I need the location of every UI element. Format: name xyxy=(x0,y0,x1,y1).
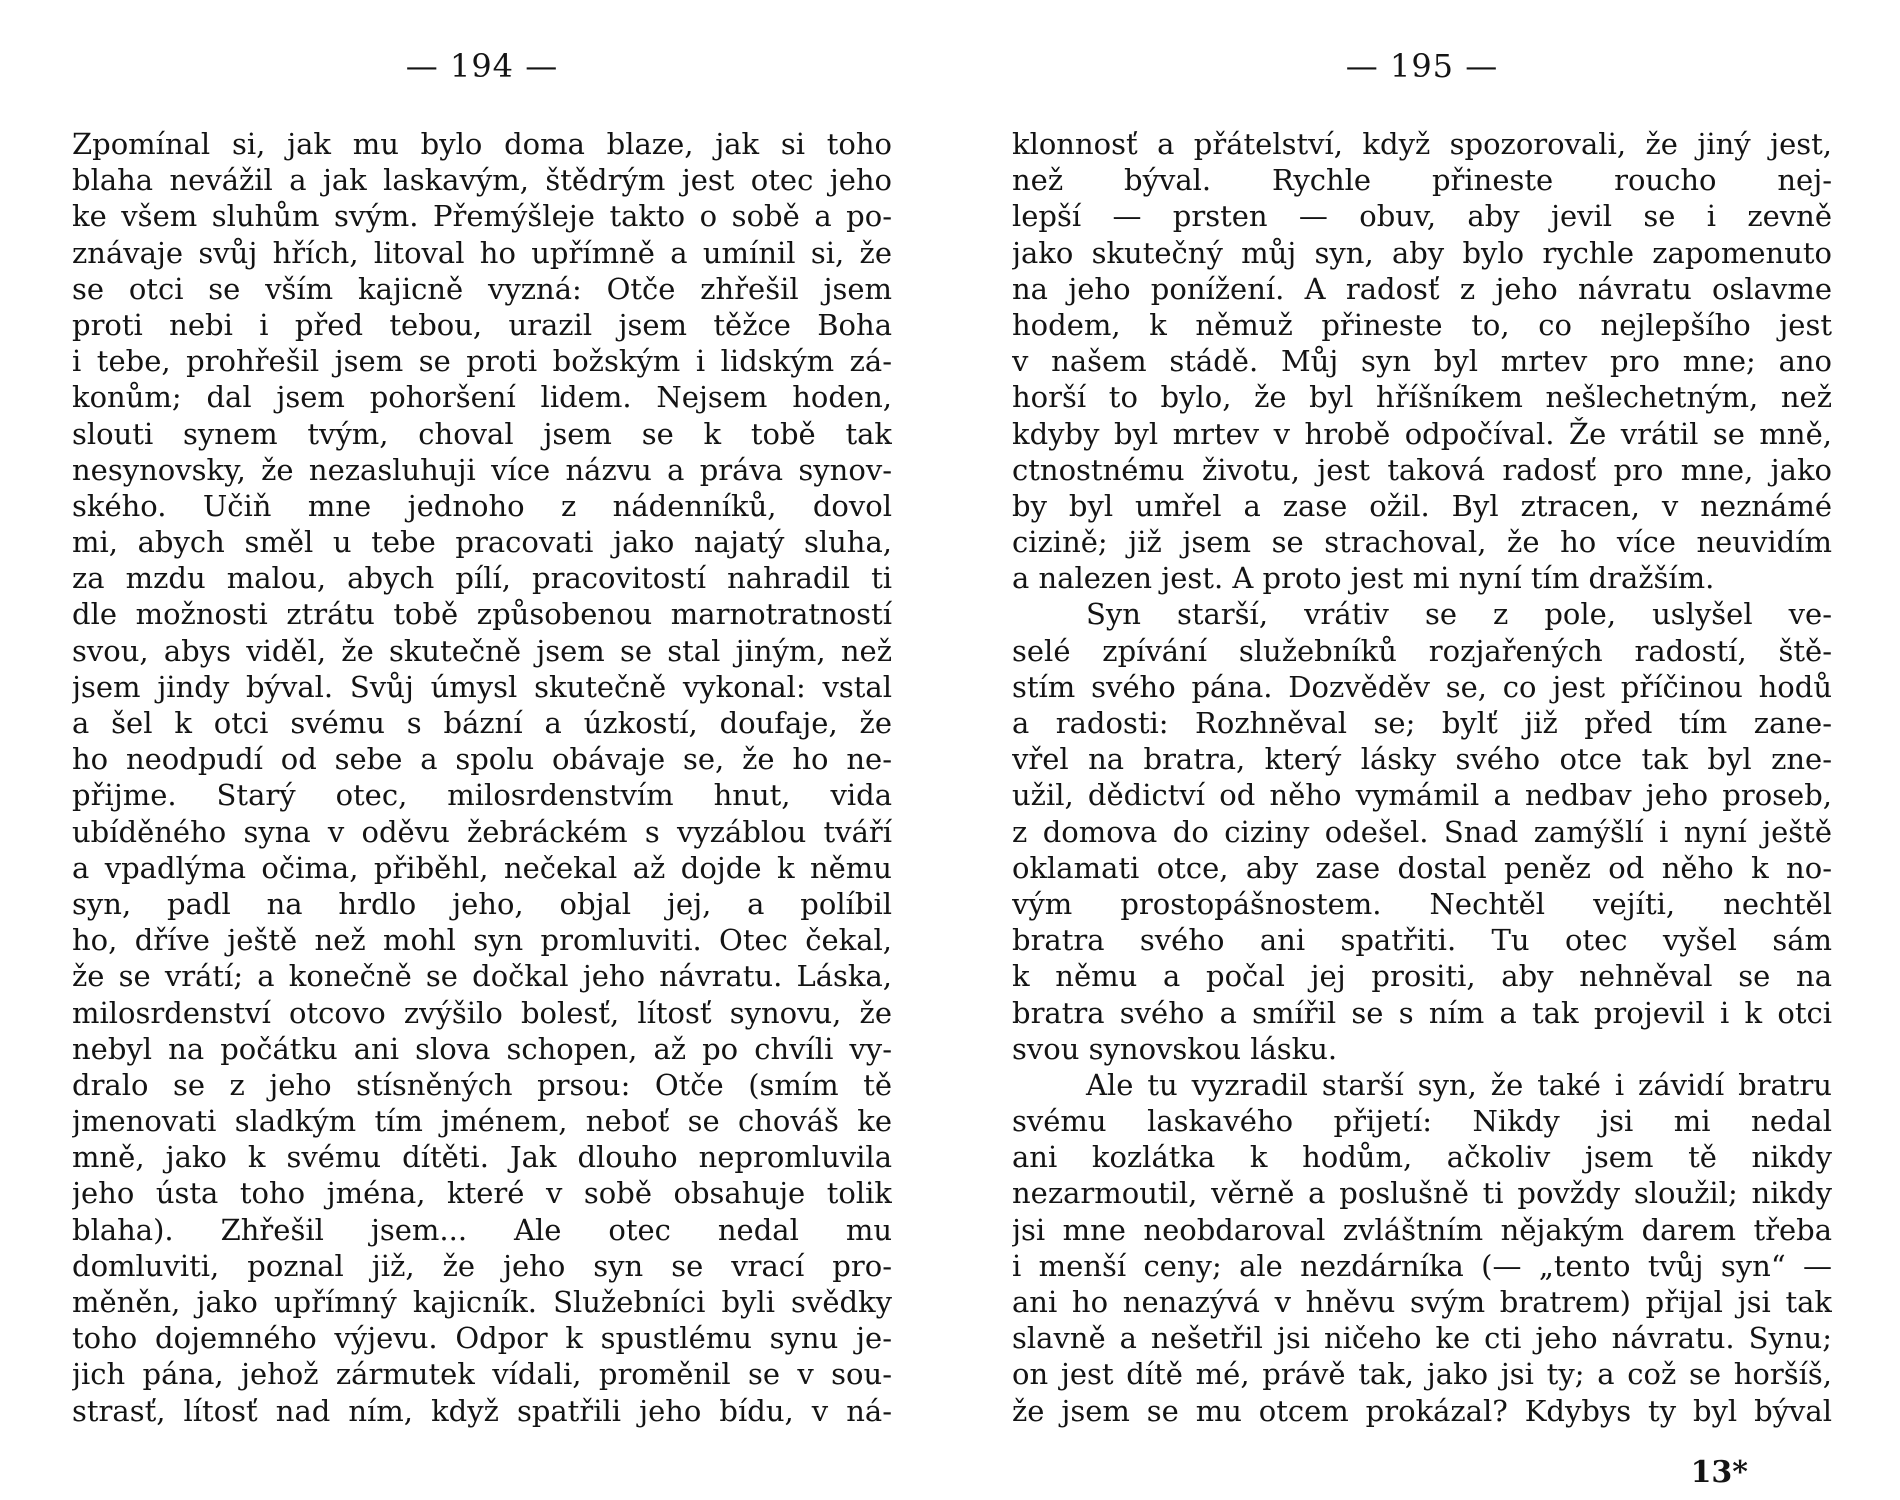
text-line: bratra svého ani spatřiti. Tu otec vyšel sám xyxy=(1012,923,1832,958)
text-line: i menší ceny; ale nezdárníka (— „tento tvůj syn“ — xyxy=(1012,1248,1832,1283)
text-line: a nalezen jest. A proto jest mi nyní tím dražším. xyxy=(1012,561,1715,596)
text-line: ského. Učiň mne jednoho z nádenníků, dovol xyxy=(72,488,892,523)
text-line: a radosti: Rozhněval se; bylť již před tím zane- xyxy=(1012,706,1832,740)
text-line: jsi mne neobdaroval zvláštním nějakým darem třeba xyxy=(1012,1212,1832,1247)
text-line: by byl umřel a zase ožil. Byl ztracen, v neznámé xyxy=(1012,488,1832,523)
text-line: toho dojemného výjevu. Odpor k spustlému synu je- xyxy=(72,1321,892,1356)
text-line: Ale tu vyzradil starší syn, že také i závidí bratru xyxy=(1086,1067,1832,1102)
left-page xyxy=(72,0,892,1500)
text-line: dle možnosti ztrátu tobě způsobenou marnotratností xyxy=(72,597,892,632)
text-line: i tebe, prohřešil jsem se proti božským i lidským zá- xyxy=(72,344,892,379)
text-line: a vpadlýma očima, přiběhl, nečekal až dojde k němu xyxy=(72,850,892,885)
text-line: strasť, lítosť nad ním, když spatřili jeho bídu, v ná- xyxy=(72,1393,892,1428)
text-line: svou synovskou lásku. xyxy=(1012,1031,1338,1066)
text-line: syn, padl na hrdlo jeho, objal jej, a políbil xyxy=(72,886,892,921)
text-line: ani ho nenazývá v hněvu svým bratrem) přijal jsi tak xyxy=(1012,1285,1832,1319)
text-line: lepší — prsten — obuv, aby jevil se i zevně xyxy=(1012,199,1832,234)
text-line: blaha nevážil a jak laskavým, štědrým jest otec jeho xyxy=(72,163,892,198)
text-line: ani kozlátka k hodům, ačkoliv jsem tě nikdy xyxy=(1012,1140,1832,1175)
text-line: a šel k otci svému s bázní a úzkostí, doufaje, že xyxy=(72,706,892,740)
text-line: horší to bylo, že byl hříšníkem nešlechetným, než xyxy=(1012,380,1832,415)
text-line: ke všem sluhům svým. Přemýšleje takto o sobě a po- xyxy=(72,199,892,234)
text-line: konům; dal jsem pohoršení lidem. Nejsem hoden, xyxy=(72,380,892,415)
text-line: selé zpívání služebníků rozjařených radostí, ště- xyxy=(1012,633,1832,668)
text-line: mně, jako k svému dítěti. Jak dlouho nepromluvila xyxy=(72,1140,892,1175)
text-line: on jest dítě mé, právě tak, jako jsi ty; a což se horšíš, xyxy=(1012,1357,1832,1392)
text-line: užil, dědictví od něho vymámil a nedbav jeho proseb, xyxy=(1012,778,1832,813)
right-page xyxy=(1012,0,1832,1500)
text-line: za mzdu malou, abych pílí, pracovitostí nahradil ti xyxy=(72,561,892,596)
text-line: vým prostopášnostem. Nechtěl vejíti, nechtěl xyxy=(1012,886,1832,921)
text-line: Syn starší, vrátiv se z pole, uslyšel ve- xyxy=(1086,597,1832,632)
text-line: přijme. Starý otec, milosrdenstvím hnut, vida xyxy=(72,778,892,813)
text-line: kdyby byl mrtev v hrobě odpočíval. Že vrátil se mně, xyxy=(1012,416,1832,451)
text-line: stím svého pána. Dozvěděv se, co jest příčinou hodů xyxy=(1012,669,1832,704)
text-line: slavně a nešetřil jsi ničeho ke cti jeho návratu. Synu; xyxy=(1012,1321,1832,1356)
text-line: Zpomínal si, jak mu bylo doma blaze, jak si toho xyxy=(72,127,892,161)
text-line: vřel na bratra, který lásky svého otce tak byl zne- xyxy=(1012,742,1832,777)
text-line: měněn, jako upřímný kajicník. Služebníci byli svědky xyxy=(72,1285,892,1319)
text-line: jeho ústa toho jména, které v sobě obsahuje tolik xyxy=(72,1176,892,1211)
text-line: ho neodpudí od sebe a spolu obávaje se, že ho ne- xyxy=(72,742,892,777)
text-line: nebyl na počátku ani slova schopen, až po chvíli vy- xyxy=(72,1031,892,1066)
text-line: jich pána, jehož zármutek vídali, proměnil se v sou- xyxy=(72,1357,892,1392)
text-line: nezarmoutil, věrně a poslušně ti povždy sloužil; nikdy xyxy=(1012,1176,1832,1211)
left-page-text xyxy=(72,126,892,1429)
right-page-number: — 195 — xyxy=(1345,47,1499,85)
text-line: než býval. Rychle přineste roucho nej- xyxy=(1012,163,1832,198)
text-line: znávaje svůj hřích, litoval ho upřímně a umínil si, že xyxy=(72,235,892,270)
text-line: bratra svého a smířil se s ním a tak projevil i k otci xyxy=(1012,995,1832,1030)
text-line: blaha). Zhřešil jsem... Ale otec nedal mu xyxy=(72,1212,892,1247)
text-line: proti nebi i před tebou, urazil jsem těžce Boha xyxy=(72,307,892,342)
text-line: ubíděného syna v oděvu žebráckém s vyzáblou tváří xyxy=(72,814,892,849)
text-line: že se vrátí; a konečně se dočkal jeho návratu. Láska, xyxy=(72,959,892,994)
text-line: oklamati otce, aby zase dostal peněz od něho k no- xyxy=(1012,850,1832,885)
text-line: cizině; již jsem se strachoval, že ho více neuvidím xyxy=(1012,525,1832,560)
text-line: jsem jindy býval. Svůj úmysl skutečně vykonal: vstal xyxy=(72,669,892,704)
text-line: hodem, k němuž přineste to, co nejlepšího jest xyxy=(1012,307,1832,342)
text-line: jmenovati sladkým tím jménem, neboť se chováš ke xyxy=(72,1104,892,1139)
text-line: ctnostnému životu, jest taková radosť pro mne, jako xyxy=(1012,452,1832,487)
text-line: na jeho ponížení. A radosť z jeho návratu oslavme xyxy=(1012,271,1832,306)
text-line: ho, dříve ještě než mohl syn promluviti. Otec čekal, xyxy=(72,923,892,958)
text-line: se otci se vším kajicně vyzná: Otče zhřešil jsem xyxy=(72,271,892,306)
text-line: nesynovsky, že nezasluhuji více názvu a práva synov- xyxy=(72,452,892,487)
text-line: klonnosť a přátelství, když spozorovali, že jiný jest, xyxy=(1012,127,1832,161)
text-line: mi, abych směl u tebe pracovati jako najatý sluha, xyxy=(72,525,892,560)
text-line: v našem stádě. Můj syn byl mrtev pro mne; ano xyxy=(1012,344,1832,379)
text-line: že jsem se mu otcem prokázal? Kdybys ty byl býval xyxy=(1012,1393,1832,1428)
right-page-text xyxy=(1012,126,1832,1429)
signature-mark: 13* xyxy=(1690,1455,1748,1490)
text-line: k němu a počal jej prositi, aby nehněval se na xyxy=(1012,959,1832,994)
left-page-number: — 194 — xyxy=(405,47,559,85)
text-line: milosrdenství otcovo zvýšilo bolesť, lítosť synovu, že xyxy=(72,995,892,1030)
text-line: domluviti, poznal již, že jeho syn se vrací pro- xyxy=(72,1248,892,1283)
text-line: svou, abys viděl, že skutečně jsem se stal jiným, než xyxy=(72,633,892,668)
text-line: jako skutečný můj syn, aby bylo rychle zapomenuto xyxy=(1012,235,1832,270)
text-line: z domova do ciziny odešel. Snad zamýšlí i nyní ještě xyxy=(1012,814,1832,849)
text-line: svému laskavého přijetí: Nikdy jsi mi nedal xyxy=(1012,1104,1832,1139)
text-line: slouti synem tvým, choval jsem se k tobě tak xyxy=(72,416,892,451)
text-line: dralo se z jeho stísněných prsou: Otče (smím tě xyxy=(72,1067,892,1102)
